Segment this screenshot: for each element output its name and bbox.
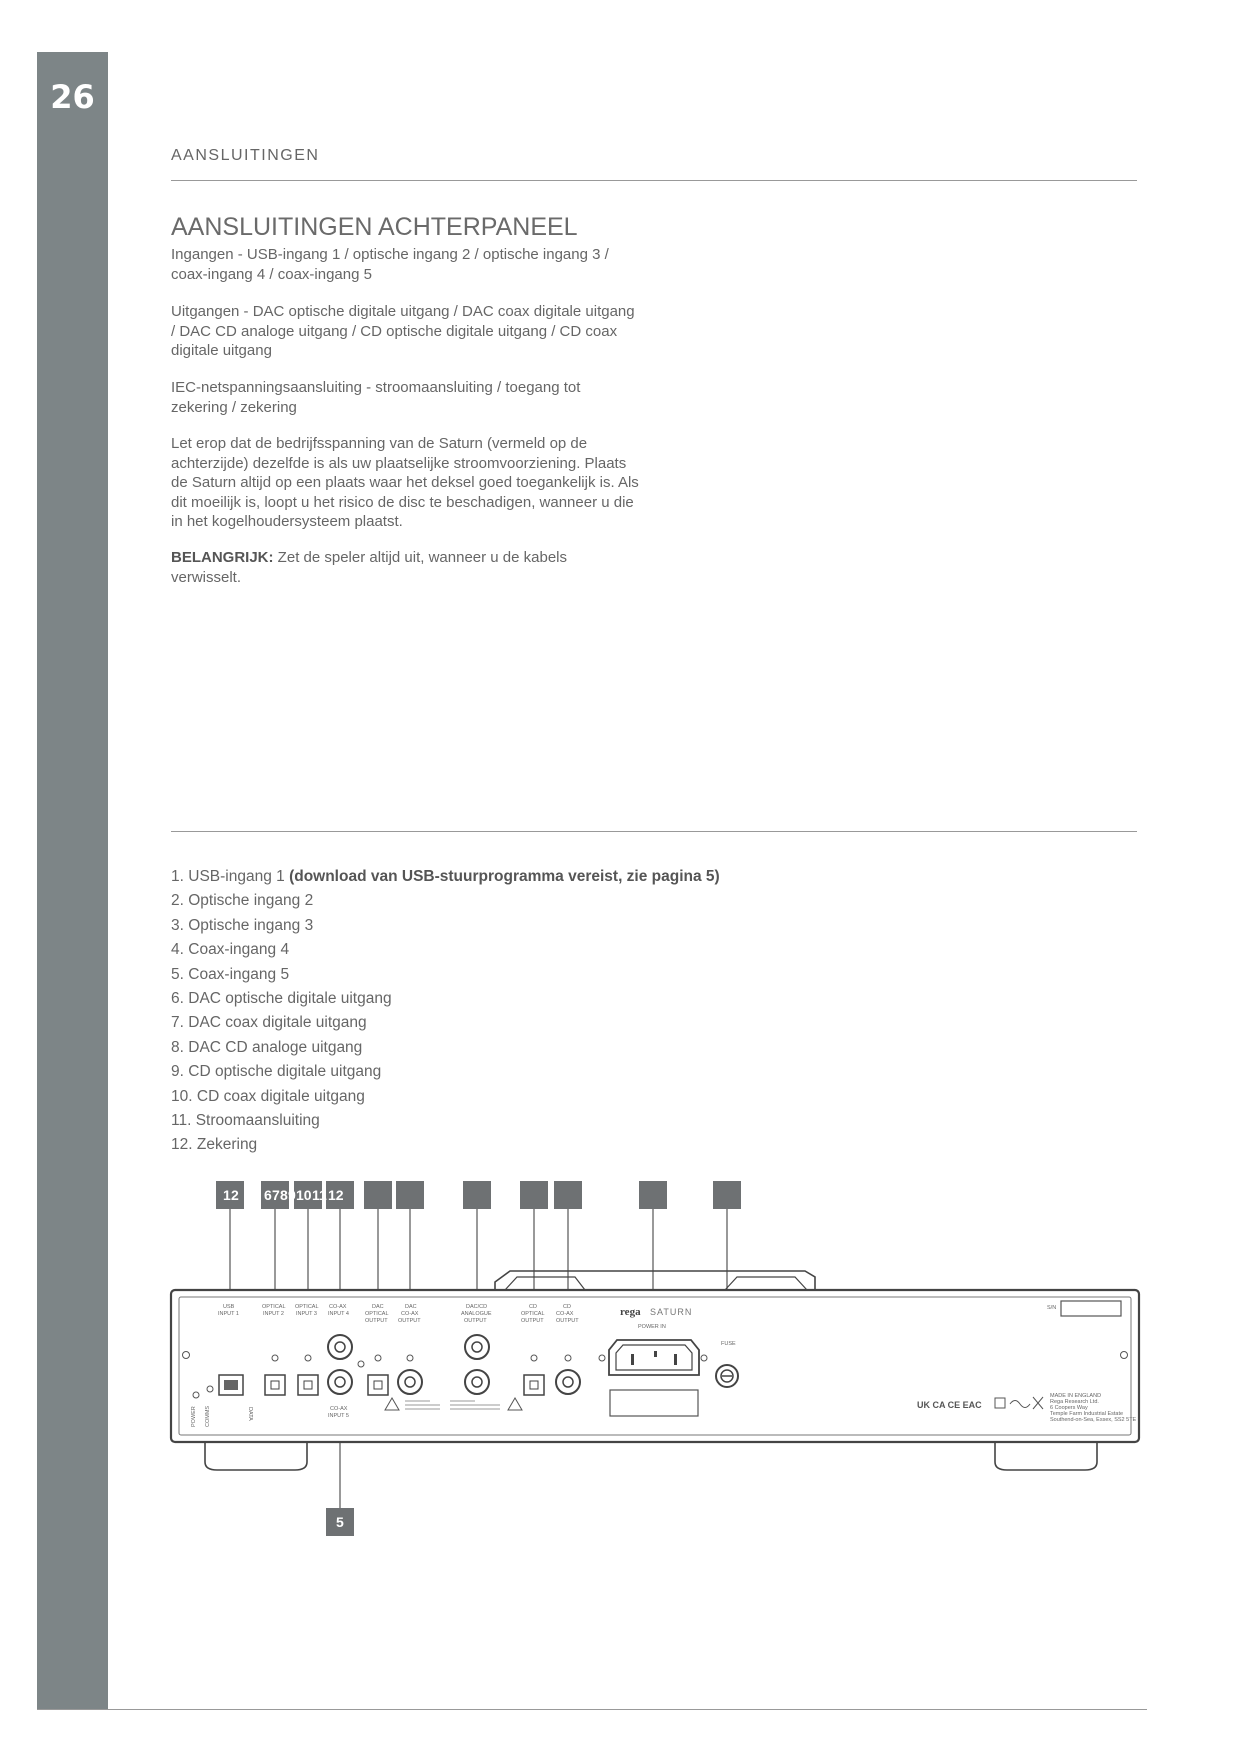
comms-label: COMMS <box>205 1405 211 1427</box>
svg-text:CO-AX: CO-AX <box>556 1311 574 1317</box>
callout-box <box>364 1181 392 1209</box>
svg-text:OPTICAL: OPTICAL <box>365 1311 389 1317</box>
top-divider <box>171 180 1137 181</box>
svg-text:MADE IN ENGLAND: MADE IN ENGLAND <box>1050 1393 1102 1399</box>
left-foot <box>205 1442 307 1470</box>
svg-text:DAC/CD: DAC/CD <box>466 1304 488 1310</box>
svg-text:OUTPUT: OUTPUT <box>556 1318 579 1324</box>
svg-text:INPUT 3: INPUT 3 <box>296 1311 317 1317</box>
page-number: 26 <box>50 78 95 116</box>
middle-divider <box>171 831 1137 832</box>
serial-label: S/N <box>1047 1305 1057 1311</box>
svg-text:Southend-on-Sea, Essex, SS2 5T: Southend-on-Sea, Essex, SS2 5TE <box>1050 1417 1137 1423</box>
list-item: 11. Stroomaansluiting <box>171 1111 320 1129</box>
inputs-paragraph: Ingangen - USB-ingang 1 / optische ingang 2 / optische ingang 3 / coax-ingang 4 / coax-ingang 5 <box>171 246 609 283</box>
svg-text:USB: USB <box>223 1304 235 1310</box>
unit-lid <box>495 1271 815 1290</box>
svg-text:INPUT 1: INPUT 1 <box>218 1311 239 1317</box>
svg-text:CO-AX: CO-AX <box>330 1406 348 1412</box>
svg-text:INPUT 4: INPUT 4 <box>328 1311 349 1317</box>
power-in-label: POWER IN <box>638 1324 666 1330</box>
callout-number-9: 9 <box>288 1187 296 1203</box>
connection-list <box>171 865 720 1158</box>
list-item: 2. Optische ingang 2 <box>171 892 314 910</box>
page-sidebar <box>37 52 108 1710</box>
rear-panel-diagram <box>165 1175 1145 1545</box>
page-title: AANSLUITINGEN ACHTERPANEEL <box>171 213 578 241</box>
svg-text:OPTICAL: OPTICAL <box>262 1304 286 1310</box>
svg-text:CO-AX: CO-AX <box>401 1311 419 1317</box>
callout-box <box>463 1181 491 1209</box>
callout-box <box>639 1181 667 1209</box>
brand-logo: rega <box>620 1306 641 1318</box>
list-item: 3. Optische ingang 3 <box>171 916 314 934</box>
list-item: 1. USB-ingang 1 (download van USB-stuurprogramma vereist, zie pagina 5) <box>171 868 720 885</box>
list-item: 6. DAC optische digitale uitgang <box>171 989 392 1007</box>
callout-number-10: 10 <box>296 1187 312 1203</box>
lid-hinge-left <box>505 1277 585 1290</box>
svg-text:OUTPUT: OUTPUT <box>398 1318 421 1324</box>
svg-text:INPUT 2: INPUT 2 <box>263 1311 284 1317</box>
power-led-label: POWER <box>191 1406 197 1427</box>
svg-text:OUTPUT: OUTPUT <box>464 1318 487 1324</box>
callout-box <box>554 1181 582 1209</box>
callout-number-7: 7 <box>272 1187 280 1203</box>
list-item: 5. Coax-ingang 5 <box>171 965 290 983</box>
outputs-paragraph: Uitgangen - DAC optische digitale uitgang / DAC coax digitale uitgang / DAC CD analoge uitgang / CD optische digitale uitgang / CD coax digitale uitgang <box>171 303 635 359</box>
data-label: DATA <box>247 1407 253 1421</box>
callout-number-12: 12 <box>328 1187 344 1203</box>
callout-boxes <box>216 1181 741 1209</box>
list-item: 9. CD optische digitale uitgang <box>171 1063 382 1081</box>
svg-text:CO-AX: CO-AX <box>329 1304 347 1310</box>
svg-text:INPUT 5: INPUT 5 <box>328 1413 349 1419</box>
section-label: AANSLUITINGEN <box>171 147 320 164</box>
callout-number-2: 2 <box>231 1187 239 1203</box>
svg-text:OPTICAL: OPTICAL <box>295 1304 319 1310</box>
svg-text:DAC: DAC <box>405 1304 417 1310</box>
list-item: 10. CD coax digitale uitgang <box>171 1087 365 1105</box>
lid-hinge-right <box>725 1277 807 1290</box>
list-item: 8. DAC CD analoge uitgang <box>171 1038 363 1056</box>
footer-divider <box>37 1709 1147 1710</box>
svg-text:CD: CD <box>529 1304 537 1310</box>
svg-text:OUTPUT: OUTPUT <box>365 1318 388 1324</box>
svg-text:OPTICAL: OPTICAL <box>521 1311 545 1317</box>
callout-box <box>396 1181 424 1209</box>
list-item: 4. Coax-ingang 4 <box>171 941 290 959</box>
svg-text:Rega Research Ltd.: Rega Research Ltd. <box>1050 1399 1099 1405</box>
fuse-label: FUSE <box>721 1341 736 1347</box>
callout-box <box>520 1181 548 1209</box>
callout-number-1: 1 <box>223 1187 231 1203</box>
svg-text:OUTPUT: OUTPUT <box>521 1318 544 1324</box>
svg-text:DAC: DAC <box>372 1304 384 1310</box>
svg-text:CD: CD <box>563 1304 571 1310</box>
callout-number-5: 5 <box>336 1514 344 1530</box>
important-text: Zet de speler altijd uit, wanneer u de kabels verwisselt. <box>171 549 568 586</box>
voltage-paragraph: Let erop dat de bedrijfsspanning van de Saturn (vermeld op de achterzijde) dezelfde is als uw plaatselijke stroomvoorziening. Plaats de Saturn altijd op een plaats waar het deksel goed toegankelijk is. Als dit moeilijk is, loopt u het risico de disc te beschadigen, wanneer u die in het kogelhoudersysteem plaatst. <box>171 435 639 530</box>
power-paragraph: IEC-netspanningsaansluiting - stroomaansluiting / toegang tot zekering / zekering <box>171 379 581 416</box>
important-paragraph <box>171 548 641 587</box>
svg-text:Temple Farm Industrial Estate: Temple Farm Industrial Estate <box>1050 1411 1124 1417</box>
list-item: 7. DAC coax digitale uitgang <box>171 1014 367 1032</box>
svg-text:ANALOGUE: ANALOGUE <box>461 1311 492 1317</box>
certification-marks: UK CA CE EAC <box>917 1400 982 1410</box>
list-item: 12. Zekering <box>171 1136 258 1154</box>
model-name: SATURN <box>650 1307 693 1317</box>
important-label: BELANGRIJK: <box>171 549 274 566</box>
callout-number-11: 11 <box>312 1187 327 1203</box>
svg-text:6 Coopers Way: 6 Coopers Way <box>1050 1405 1088 1411</box>
callout-number-8: 8 <box>280 1187 288 1203</box>
right-foot <box>995 1442 1097 1470</box>
callout-number-6: 6 <box>264 1187 272 1203</box>
callout-box <box>713 1181 741 1209</box>
